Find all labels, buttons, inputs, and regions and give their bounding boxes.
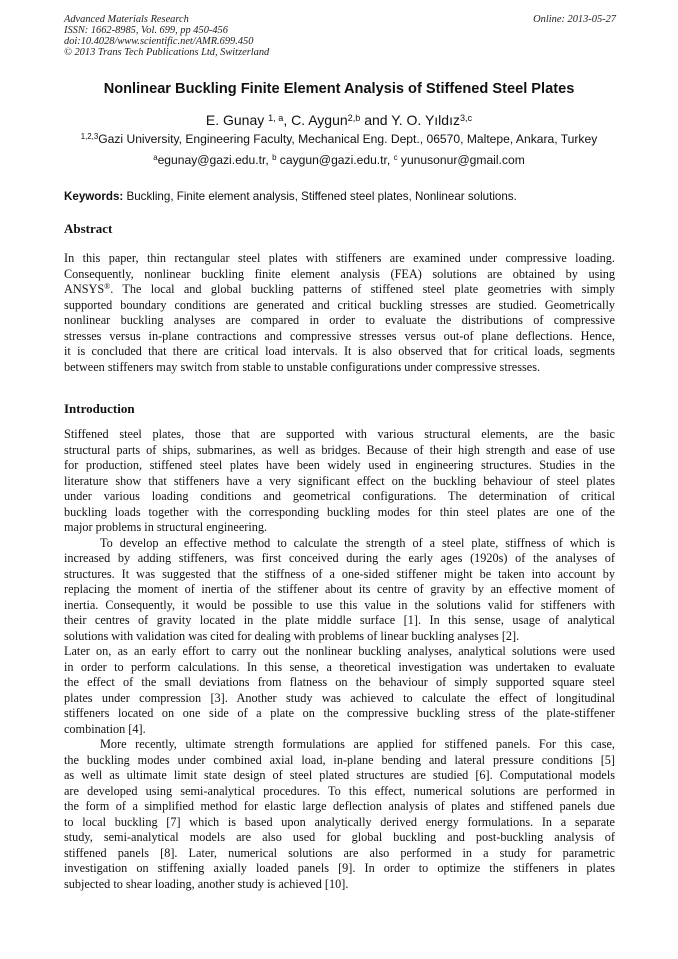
journal-name: Advanced Materials Research	[64, 14, 189, 25]
email-mark: b	[272, 153, 277, 163]
text-line: as well as ultimate limit state design of steel plated structures are studied [6]. Computational models	[64, 768, 615, 783]
text-line: are developed using semi-analytical procedures. To this effect, numerical solutions are performed in	[64, 783, 615, 798]
text-line: replacing the moment of inertia of the stiffener about its centre of gravity by an effective moment of	[64, 582, 615, 597]
text-fragment: . The local and global buckling patterns of stiffened steel plate geometries with simply	[110, 282, 615, 297]
text-line: Consequently, nonlinear buckling finite element analysis (FEA) solutions are obtained by using	[64, 266, 615, 281]
email-link: egunay@gazi.edu.tr,	[157, 153, 273, 167]
text-line: stiffeners located on one side of a plate on the compressive buckling stress of the plate-stiffener	[64, 706, 615, 721]
text-fragment: ANSYS	[64, 282, 105, 297]
text-line: literature show that stiffeners have a very significant effect on the buckling behaviour of steel plates	[64, 473, 615, 488]
journal-issn: ISSN: 1662-8985, Vol. 699, pp 450-456	[64, 25, 228, 36]
email-mark: a	[153, 153, 158, 163]
text-line: study, semi-analytical models are also used for global buckling and post-buckling analysis of	[64, 830, 615, 845]
text-line: the buckling modes under combined axial load, in-plane bending and lateral pressure conditions [5]	[64, 752, 615, 767]
text-line: stresses versus in-plane contractions and compressive stresses versus out-of plane deflections. Hence,	[64, 328, 615, 343]
text-line: plates under compression [3]. Another study was achieved to calculate the effect of longitudinal	[64, 690, 615, 705]
online-date: Online: 2013-05-27	[533, 14, 616, 25]
text-line: structural parts of ships, submarines, as well as bridges. Because of their high strength and ease of use	[64, 442, 615, 457]
journal-copyright: © 2013 Trans Tech Publications Ltd, Switzerland	[64, 47, 270, 58]
text-line: under various loading conditions and geometrical configurations. The determination of critical	[64, 489, 615, 504]
text-line: the effect of the small deviations from flatness on the behaviour of simply supported square steel	[64, 675, 615, 690]
author-affil-mark: 3,c	[459, 112, 473, 123]
text-line: More recently, ultimate strength formulations are applied for stiffened panels. For this case,	[100, 737, 615, 752]
text-line: between stiffeners may switch from stable to unstable configurations under compressive stresses.	[64, 359, 541, 374]
email-mark: c	[393, 153, 398, 163]
affiliation-text: Gazi University, Engineering Faculty, Mechanical Eng. Dept., 06570, Maltepe, Ankara, Turkey	[98, 132, 598, 146]
registered-mark: ®	[104, 282, 111, 292]
text-line: it is concluded that there are critical load intervals. It is also observed that for critical loads, segments	[64, 344, 615, 359]
introduction-heading: Introduction	[64, 401, 135, 416]
text-line: Stiffened steel plates, those that are supported with various structural elements, are the basic	[64, 427, 615, 441]
text-line: to local buckling [7] which is based upon analytically derived energy formulations. In a separate	[64, 814, 615, 829]
paper-title: Nonlinear Buckling Finite Element Analysis of Stiffened Steel Plates	[103, 81, 575, 97]
text-line: inertia. Consequently, it would be possible to use this value in the solutions valid for stiffeners with	[64, 597, 615, 612]
abstract-paragraph	[64, 251, 615, 375]
text-line: supported boundary conditions are generated and critical buckling stresses are studied. Geometrically	[64, 297, 615, 312]
author-emails	[40, 153, 638, 168]
text-line: the form of a simplified method for elastic large deflection analysis of plates and stiffened panels due	[64, 799, 615, 814]
affiliation	[20, 132, 658, 147]
keywords	[64, 189, 616, 204]
affiliation-mark: 1,2,3	[80, 132, 99, 142]
text-line: buckling loads together with the corresponding buckling modes for thin steel plates are one of the	[64, 504, 615, 519]
author-affil-mark: 1, a	[268, 112, 284, 123]
text-line: combination [4].	[64, 721, 146, 736]
journal-header	[64, 14, 616, 58]
text-line: major problems in structural engineering.	[64, 520, 268, 535]
text-line: stiffened panels [8]. Later, numerical solutions are also performed in a study for parametric	[64, 845, 615, 860]
author-list	[40, 111, 638, 129]
keywords-text: Buckling, Finite element analysis, Stiffened steel plates, Nonlinear solutions.	[123, 190, 517, 203]
text-line: subjected to shear loading, another study is achieved [10].	[64, 876, 349, 891]
author-name: and Y. O. Yıldız	[360, 112, 460, 128]
author-name: , C. Aygun	[283, 112, 348, 128]
text-line: in order to perform calculations. In this sense, a theoretical investigation was undertaken to evaluate	[64, 659, 615, 674]
text-line: Later on, as an early effort to carry out the nonlinear buckling analyses, analytical solutions were used	[64, 644, 615, 659]
text-line	[64, 282, 615, 298]
journal-doi: doi:10.4028/www.scientific.net/AMR.699.450	[64, 36, 254, 47]
author-name: E. Gunay	[205, 112, 269, 128]
author-affil-mark: 2,b	[347, 112, 361, 123]
text-line: for production, stiffened steel plates have been widely used in engineering structures. Studies in the	[64, 458, 615, 473]
text-line: investigation on stiffening axially loaded panels [9]. In order to optimize the stiffeners in plates	[64, 861, 615, 876]
keywords-label: Keywords:	[64, 190, 124, 203]
abstract-heading: Abstract	[64, 221, 113, 236]
text-line: structures. It was suggested that the stiffness of a one-sided stiffener might be taken into account by	[64, 566, 615, 581]
introduction-text	[64, 427, 615, 892]
email-link: yunusonur@gmail.com	[397, 153, 525, 167]
text-line: their centres of gravity located in the plate middle surface [1]. In this sense, usage of analytical	[64, 613, 615, 628]
text-line: In this paper, thin rectangular steel plates with stiffeners are examined under compressive loading.	[64, 251, 615, 265]
text-line: nonlinear buckling analyses are compared in order to evaluate the distributions of compressive	[64, 313, 615, 328]
text-line: solutions with validation was cited for dealing with problems of linear buckling analyses [2].	[64, 628, 520, 643]
text-line: increased by adding stiffeners, was first conceived during the early ages (1920s) of the analyses of	[64, 551, 615, 566]
text-line: To develop an effective method to calculate the strength of a steel plate, stiffness of which is	[100, 535, 615, 550]
email-link: caygun@gazi.edu.tr,	[276, 153, 394, 167]
